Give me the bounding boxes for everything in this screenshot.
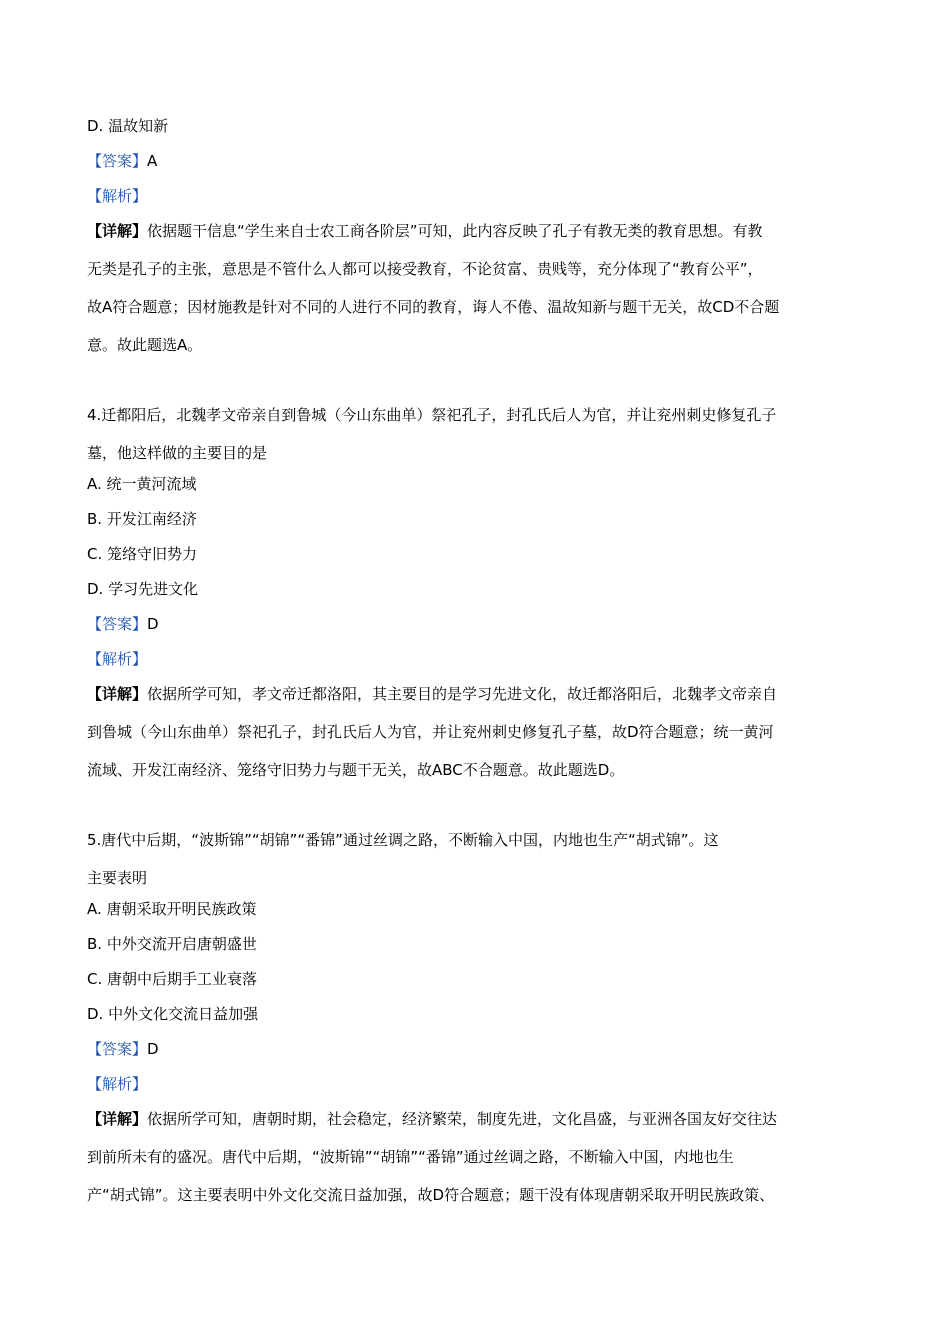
detail-line: 【详解】依据题干信息“学生来自士农工商各阶层”可知，此内容反映了孔子有教无类的教育思想。有教 (87, 222, 763, 240)
q5-option-c: C. 唐朝中后期手工业衰落 (87, 970, 258, 988)
answer-tag: 【答案】 (87, 152, 148, 170)
q5-answer (87, 1039, 159, 1059)
q4-option-a: A. 统一黄河流域 (87, 475, 197, 493)
analysis-tag: 【解析】 (87, 650, 148, 668)
detail-tag: 【详解】 (87, 1110, 148, 1128)
stem-line: 墓，他这样做的主要目的是 (87, 444, 268, 462)
detail-line: 到前所未有的盛况。唐代中后期，“波斯锦”“胡锦”“番锦”通过丝调之路，不断输入中国，内地也生 (87, 1148, 734, 1166)
q5-detail (87, 1100, 877, 1214)
stem-line: 主要表明 (87, 869, 148, 887)
q5-option-a: A. 唐朝采取开明民族政策 (87, 900, 257, 918)
q5-analysis-tag (87, 1074, 147, 1094)
q4-option-d: D. 学习先进文化 (87, 580, 199, 598)
q4-detail (87, 675, 877, 789)
q5-option-b: B. 中外交流开启唐朝盛世 (87, 935, 257, 953)
q3-detail (87, 212, 877, 364)
q3-answer (87, 151, 157, 171)
q3-option-d: D. 温故知新 (87, 117, 169, 135)
detail-line: 到鲁城（今山东曲单）祭祀孔子，封孔氏后人为官，并让兖州刺史修复孔子墓，故D符合题意；统一黄河 (87, 723, 774, 741)
q3-analysis-tag (87, 186, 147, 206)
analysis-tag: 【解析】 (87, 1075, 148, 1093)
answer-tag: 【答案】 (87, 1040, 148, 1058)
q5-option-d: D. 中外文化交流日益加强 (87, 1005, 259, 1023)
stem-line: 4.迁都阳后，北魏孝文帝亲自到鲁城（今山东曲单）祭祀孔子，封孔氏后人为官，并让兖州刺史修复孔子 (87, 406, 777, 424)
stem-line: 5.唐代中后期，“波斯锦”“胡锦”“番锦”通过丝调之路，不断输入中国，内地也生产“胡式锦”。这 (87, 831, 719, 849)
answer-value: A (147, 152, 158, 170)
q4-stem (87, 396, 877, 472)
q4-analysis-tag (87, 649, 147, 669)
detail-line: 意。故此题选A。 (87, 336, 203, 354)
detail-tag: 【详解】 (87, 222, 148, 240)
detail-line: 故A符合题意；因材施教是针对不同的人进行不同的教育，诲人不倦、温故知新与题干无关，故CD不合题 (87, 298, 780, 316)
q4-option-b: B. 开发江南经济 (87, 510, 197, 528)
answer-tag: 【答案】 (87, 615, 148, 633)
detail-line: 无类是孔子的主张，意思是不管什么人都可以接受教育，不论贫富、贵贱等，充分体现了“教育公平”， (87, 260, 763, 278)
detail-line: 【详解】依据所学可知，孝文帝迁都洛阳，其主要目的是学习先进文化，故迁都洛阳后，北魏孝文帝亲自 (87, 685, 778, 703)
detail-tag: 【详解】 (87, 685, 148, 703)
answer-value: D (147, 615, 159, 633)
analysis-tag: 【解析】 (87, 187, 148, 205)
detail-line: 产“胡式锦”。这主要表明中外文化交流日益加强，故D符合题意；题干没有体现唐朝采取开明民族政策、 (87, 1186, 775, 1204)
answer-value: D (147, 1040, 159, 1058)
q5-stem (87, 821, 877, 897)
detail-line: 流域、开发江南经济、笼络守旧势力与题干无关，故ABC不合题意。故此题选D。 (87, 761, 625, 779)
q4-answer (87, 614, 159, 634)
q4-option-c: C. 笼络守旧势力 (87, 545, 198, 563)
detail-line: 【详解】依据所学可知，唐朝时期，社会稳定，经济繁荣，制度先进，文化昌盛，与亚洲各国友好交往达 (87, 1110, 778, 1128)
